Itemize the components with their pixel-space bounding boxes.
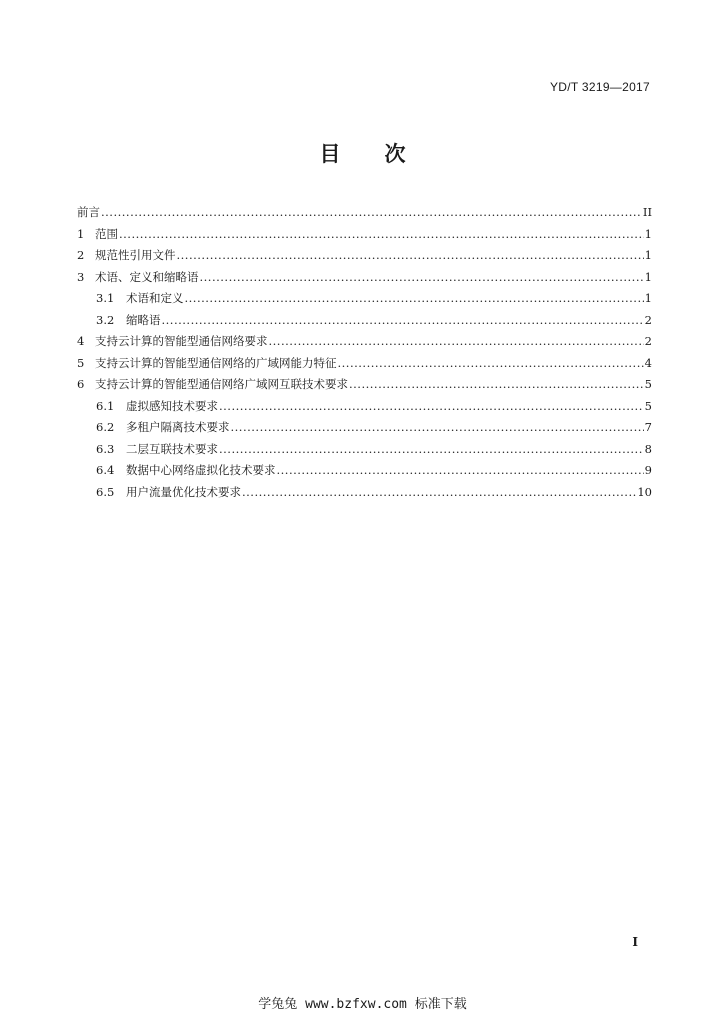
toc-leader-dots (231, 417, 644, 439)
toc-entry[interactable] (77, 417, 652, 439)
toc-entry[interactable] (77, 202, 652, 224)
toc-entry-page: 2 (644, 334, 652, 348)
toc-entry-title: 前言 (77, 205, 100, 219)
toc-entry-number: 5 (77, 355, 85, 370)
toc-leader-dots (219, 396, 644, 418)
toc-leader-dots (177, 245, 644, 267)
toc-title (0, 138, 725, 168)
toc-entry-number: 2 (77, 248, 85, 262)
toc-entry-page: 4 (644, 355, 652, 370)
toc-entry-title: 虚拟感知技术要求 (126, 398, 218, 413)
toc-leader-dots (219, 439, 644, 461)
toc-entry-title: 数据中心网络虚拟化技术要求 (126, 463, 276, 477)
toc-leader-dots (200, 267, 644, 289)
toc-entry-title: 多租户隔离技术要求 (126, 420, 230, 434)
toc-entry-title: 用户流量优化技术要求 (126, 484, 241, 499)
toc-entry-number: 6.2 (96, 420, 115, 434)
watermark-text: 学兔兔 www.bzfxw.com 标准下载 (258, 997, 467, 1012)
table-of-contents (77, 202, 652, 503)
toc-entry[interactable] (77, 245, 652, 267)
toc-entry-page: 5 (644, 398, 652, 413)
toc-entry-title: 缩略语 (126, 312, 161, 327)
toc-entry-page: 1 (644, 226, 652, 241)
toc-entry-title: 规范性引用文件 (95, 248, 176, 262)
toc-entry-number: 4 (77, 334, 85, 348)
standard-code: YD/T 3219—2017 (549, 80, 650, 94)
toc-leader-dots (162, 310, 644, 332)
toc-entry-title: 范围 (95, 226, 118, 241)
toc-entry-page: II (642, 205, 652, 219)
toc-entry-number: 3.2 (96, 312, 115, 327)
toc-leader-dots (119, 224, 644, 246)
toc-entry-page: 1 (644, 248, 652, 262)
toc-entry-page: 1 (644, 291, 652, 305)
toc-entry-number: 3 (77, 269, 85, 284)
toc-entry-title: 术语和定义 (126, 291, 184, 305)
toc-entry[interactable] (77, 374, 652, 396)
toc-entry[interactable] (77, 331, 652, 353)
toc-entry[interactable] (77, 439, 652, 461)
toc-entry-page: 9 (644, 463, 652, 477)
toc-entry-number: 6.3 (96, 441, 115, 456)
toc-leader-dots (277, 460, 644, 482)
toc-entry-number: 6.4 (96, 463, 115, 477)
toc-entry-number: 6.5 (96, 484, 115, 499)
toc-title-char: 次 (384, 142, 406, 166)
toc-entry[interactable] (77, 224, 652, 246)
toc-title-char: 目 (319, 142, 341, 166)
toc-entry-page: 8 (644, 441, 652, 456)
toc-entry-number: 6 (77, 377, 85, 391)
toc-entry-title: 二层互联技术要求 (126, 441, 218, 456)
toc-leader-dots (338, 353, 644, 375)
toc-entry-title: 支持云计算的智能型通信网络的广域网能力特征 (95, 355, 337, 370)
toc-entry-page: 1 (644, 269, 652, 284)
toc-entry-number: 6.1 (96, 398, 115, 413)
toc-leader-dots (101, 202, 642, 224)
toc-entry-title: 术语、定义和缩略语 (95, 269, 199, 284)
toc-entry-number: 3.1 (96, 291, 115, 305)
toc-entry[interactable] (77, 353, 652, 375)
toc-leader-dots (269, 331, 644, 353)
toc-entry-page: 10 (637, 484, 652, 499)
toc-leader-dots (349, 374, 644, 396)
toc-entry[interactable] (77, 288, 652, 310)
toc-entry-title: 支持云计算的智能型通信网络要求 (95, 334, 268, 348)
toc-entry-page: 2 (644, 312, 652, 327)
toc-entry[interactable] (77, 482, 652, 504)
toc-entry-title: 支持云计算的智能型通信网络广域网互联技术要求 (95, 377, 348, 391)
toc-entry-page: 5 (644, 377, 652, 391)
toc-entry[interactable] (77, 396, 652, 418)
page-number: I (632, 935, 638, 949)
toc-entry-number: 1 (77, 226, 85, 241)
toc-leader-dots (185, 288, 644, 310)
toc-leader-dots (242, 482, 636, 504)
toc-entry[interactable] (77, 310, 652, 332)
toc-entry-page: 7 (644, 420, 652, 434)
toc-entry[interactable] (77, 460, 652, 482)
toc-entry[interactable] (77, 267, 652, 289)
